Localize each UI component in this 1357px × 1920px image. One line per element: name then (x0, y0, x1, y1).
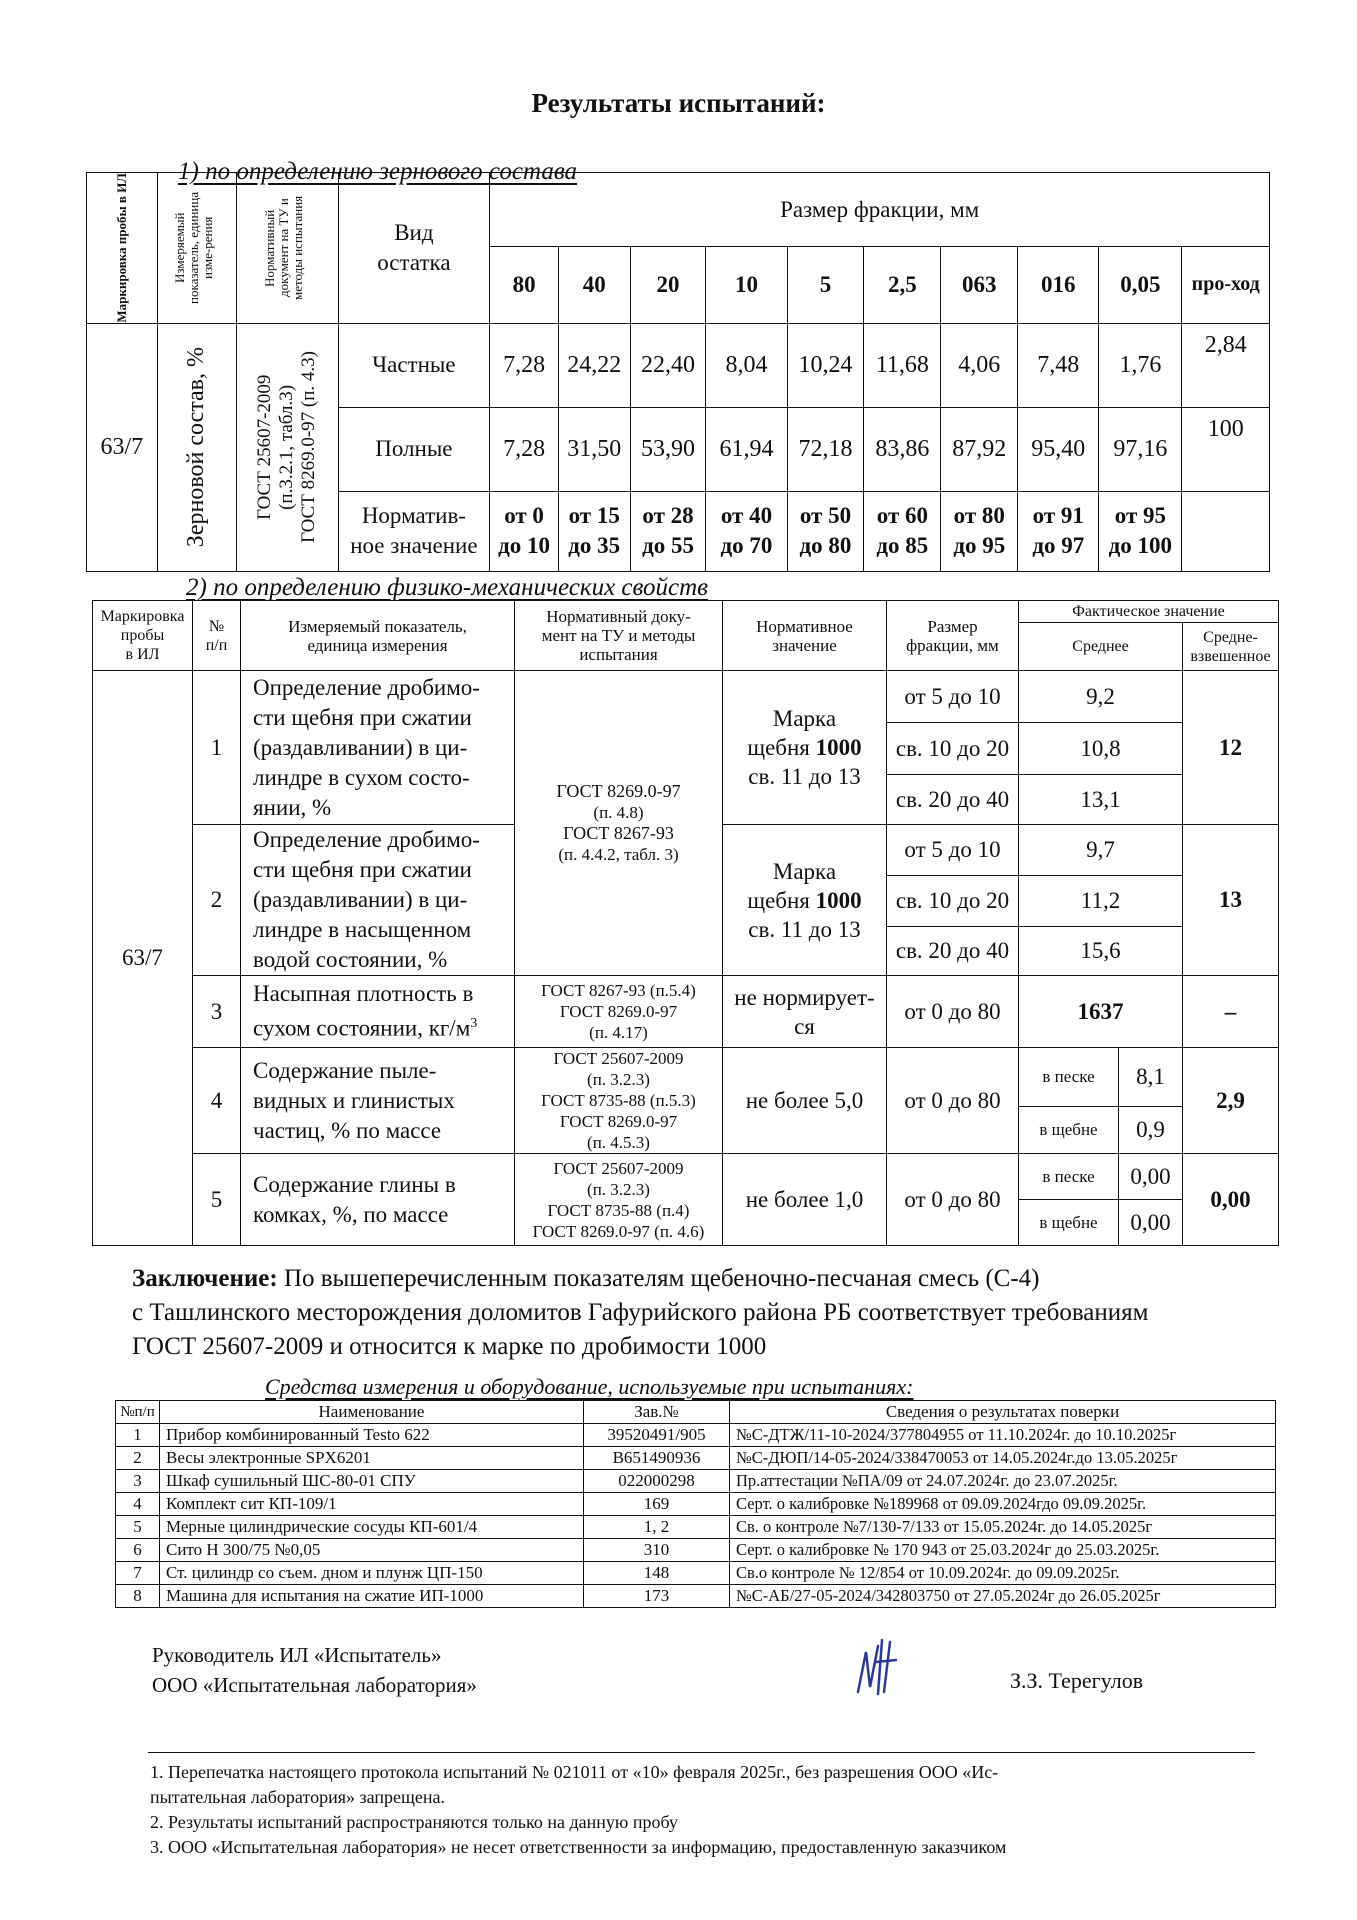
value-cell: от 50 до 80 (787, 491, 864, 571)
footnote: 1. Перепечатка настоящего протокола испытаний № 021011 от «10» февраля 2025г., без разрешения ООО «Ис- (150, 1762, 999, 1782)
value-cell: 87,92 (941, 407, 1018, 491)
footnote: 3. ООО «Испытательная лаборатория» не несет ответственности за информацию, предоставленную заказчиком (150, 1837, 1007, 1857)
header-norm: Нормативное значение (723, 601, 887, 671)
value-cell: 61,94 (706, 407, 787, 491)
indicator-text: Содержание глины в комках, %, по массе (241, 1154, 515, 1246)
page-title: Результаты испытаний: (531, 88, 826, 118)
value-cell: 2,84 (1182, 323, 1270, 407)
document-cell: ГОСТ 25607-2009 (п. 3.2.3) ГОСТ 8735-88 (п.4) ГОСТ 8269.0-97 (п. 4.6) (515, 1154, 723, 1246)
avg-cell: 1637 (1019, 976, 1183, 1048)
size-cell: от 0 до 80 (887, 1154, 1019, 1246)
row-number: 2 (193, 825, 241, 976)
value-cell: 83,86 (864, 407, 941, 491)
header-indicator: Измеряемый показатель, единица измерения (241, 601, 515, 671)
serial-number: 173 (584, 1585, 730, 1608)
equipment-name: Комплект сит КП-109/1 (160, 1493, 584, 1516)
indicator-cell: Зерновой состав, % (157, 323, 236, 571)
part-value: 8,1 (1119, 1048, 1183, 1107)
avg-cell: 9,7 (1019, 825, 1183, 876)
serial-number: 148 (584, 1562, 730, 1585)
part-value: 0,00 (1119, 1200, 1183, 1246)
part-label: в щебне (1019, 1200, 1119, 1246)
fraction-header: 40 (558, 247, 630, 323)
header-actual: Фактическое значение (1019, 601, 1279, 623)
value-cell: 10,24 (787, 323, 864, 407)
physical-properties-table (92, 600, 1279, 1246)
grain-composition-table (86, 172, 1270, 572)
size-cell: от 0 до 80 (887, 1048, 1019, 1154)
equipment-name: Весы электронные SPX6201 (160, 1447, 584, 1470)
value-cell: 72,18 (787, 407, 864, 491)
part-value: 0,00 (1119, 1154, 1183, 1200)
signer-name: З.З. Терегулов (1010, 1668, 1144, 1693)
fraction-header: 10 (706, 247, 787, 323)
indicator-text: Содержание пыле- видных и глинистых частиц, % по массе (241, 1048, 515, 1154)
value-cell: 1,76 (1099, 323, 1182, 407)
fraction-header: про-ход (1182, 247, 1270, 323)
norm-cell: не более 5,0 (723, 1048, 887, 1154)
value-cell: 8,04 (706, 323, 787, 407)
value-cell: 11,68 (864, 323, 941, 407)
serial-number: 022000298 (584, 1470, 730, 1493)
avg-cell: 15,6 (1019, 927, 1183, 976)
value-cell: от 28 до 55 (630, 491, 706, 571)
footnote: пытательная лаборатория» запрещена. (150, 1787, 445, 1807)
fraction-header: 5 (787, 247, 864, 323)
indicator-text: Насыпная плотность в сухом состоянии, $кг/м^3$ (241, 976, 515, 1048)
residue-label: Норматив- ное значение (338, 491, 490, 571)
norm-cell: Марка щебня 1000 св. 11 до 13 (723, 671, 887, 825)
avg-cell: 13,1 (1019, 775, 1183, 825)
sample-id: 63/7 (93, 671, 193, 1246)
verification-info: №С-ДЮП/14-05-2024/338470053 от 14.05.2024г.до 13.05.2025г (730, 1447, 1276, 1470)
value-cell: от 0 до 10 (490, 491, 559, 571)
table-row (116, 1493, 1276, 1516)
verification-info: Серт. о калибровке № 170 943 от 25.03.2024г до 25.03.2025г. (730, 1539, 1276, 1562)
wavg-cell: – (1183, 976, 1279, 1048)
footnote-divider (148, 1752, 1255, 1753)
serial-number: 169 (584, 1493, 730, 1516)
document-cell: ГОСТ 25607-2009 (п.3.2.1, табл.3) ГОСТ 8269.0-97 (п. 4.3) (236, 323, 338, 571)
fraction-header: 0,05 (1099, 247, 1182, 323)
wavg-cell: 2,9 (1183, 1048, 1279, 1154)
norm-cell: не нормирует- ся (723, 976, 887, 1048)
residue-label: Полные (338, 407, 490, 491)
header-residue-type: Вид остатка (338, 173, 490, 324)
value-cell: 4,06 (941, 323, 1018, 407)
conclusion-label: Заключение: (132, 1265, 278, 1292)
value-cell: 22,40 (630, 323, 706, 407)
value-cell (1182, 491, 1270, 571)
value-cell: от 15 до 35 (558, 491, 630, 571)
header-verification: Сведения о результатах поверки (730, 1401, 1276, 1424)
equipment-name: Машина для испытания на сжатие ИП-1000 (160, 1585, 584, 1608)
handwritten-signature (848, 1632, 928, 1702)
size-cell: от 5 до 10 (887, 671, 1019, 723)
value-cell: 31,50 (558, 407, 630, 491)
equipment-title: Средства измерения и оборудование, используемые при испытаниях: (265, 1374, 914, 1399)
header-avg: Среднее (1019, 623, 1183, 671)
verification-info: Серт. о калибровке №189968 от 09.09.2024гдо 09.09.2025г. (730, 1493, 1276, 1516)
verification-info: Св.о контроле № 12/854 от 10.09.2024г. до 09.09.2025г. (730, 1562, 1276, 1585)
avg-cell: 10,8 (1019, 723, 1183, 775)
value-cell: 7,48 (1018, 323, 1099, 407)
section1-title: 1) по определению зернового состава (178, 158, 578, 185)
avg-cell: 11,2 (1019, 876, 1183, 927)
row-number: 6 (116, 1539, 160, 1562)
residue-label: Частные (338, 323, 490, 407)
table-row (116, 1516, 1276, 1539)
value-cell: 95,40 (1018, 407, 1099, 491)
signer-position: Руководитель ИЛ «Испытатель» (152, 1643, 442, 1667)
header-normdoc: Нормативный документ на ТУ и методы испытания (236, 173, 338, 324)
serial-number: B651490936 (584, 1447, 730, 1470)
serial-number: 39520491/905 (584, 1424, 730, 1447)
header-num: №п/п (116, 1401, 160, 1424)
verification-info: Пр.аттестации №ПА/09 от 24.07.2024г. до 23.07.2025г. (730, 1470, 1276, 1493)
header-measured: Измеряемый показатель, единица изме-рения (157, 173, 236, 324)
equipment-name: Ст. цилиндр со съем. дном и плунж ЦП-150 (160, 1562, 584, 1585)
size-cell: от 5 до 10 (887, 825, 1019, 876)
document-cell: ГОСТ 8269.0-97 (п. 4.8) ГОСТ 8267-93 (п. 4.4.2, табл. 3) (515, 671, 723, 976)
header-doc: Нормативный доку- мент на ТУ и методы испытания (515, 601, 723, 671)
part-label: в щебне (1019, 1107, 1119, 1154)
verification-info: №С-АБ/27-05-2024/342803750 от 27.05.2024г до 26.05.2025г (730, 1585, 1276, 1608)
value-cell: от 40 до 70 (706, 491, 787, 571)
document-cell: ГОСТ 8267-93 (п.5.4) ГОСТ 8269.0-97 (п. 4.17) (515, 976, 723, 1048)
header-marking: Маркировка пробы в ИЛ (93, 601, 193, 671)
value-cell: 7,28 (490, 407, 559, 491)
value-cell: 53,90 (630, 407, 706, 491)
row-number: 5 (193, 1154, 241, 1246)
footnote: 2. Результаты испытаний распространяются только на данную пробу (150, 1812, 678, 1832)
part-value: 0,9 (1119, 1107, 1183, 1154)
wavg-cell: 0,00 (1183, 1154, 1279, 1246)
header-marking: Маркировка пробы в ИЛ (87, 173, 158, 324)
value-cell: 24,22 (558, 323, 630, 407)
wavg-cell: 12 (1183, 671, 1279, 825)
fraction-header: 20 (630, 247, 706, 323)
header-wavg: Средне- взвешенное (1183, 623, 1279, 671)
size-cell: св. 20 до 40 (887, 775, 1019, 825)
document-cell: ГОСТ 25607-2009 (п. 3.2.3) ГОСТ 8735-88 (п.5.3) ГОСТ 8269.0-97 (п. 4.5.3) (515, 1048, 723, 1154)
row-number: 4 (193, 1048, 241, 1154)
row-number: 1 (193, 671, 241, 825)
row-number: 8 (116, 1585, 160, 1608)
equipment-name: Сито Н 300/75 №0,05 (160, 1539, 584, 1562)
fraction-header: 80 (490, 247, 559, 323)
norm-cell: Марка щебня 1000 св. 11 до 13 (723, 825, 887, 976)
header-serial: Зав.№ (584, 1401, 730, 1424)
value-cell: от 60 до 85 (864, 491, 941, 571)
size-cell: св. 20 до 40 (887, 927, 1019, 976)
header-fraction-size: Размер фракции, мм (490, 173, 1270, 247)
equipment-name: Шкаф сушильный ШС-80-01 СПУ (160, 1470, 584, 1493)
equipment-name: Мерные цилиндрические сосуды КП-601/4 (160, 1516, 584, 1539)
value-cell: от 91 до 97 (1018, 491, 1099, 571)
avg-cell: 9,2 (1019, 671, 1183, 723)
conclusion-text: ГОСТ 25607-2009 и относится к марке по дробимости 1000 (132, 1333, 767, 1360)
value-cell: 7,28 (490, 323, 559, 407)
row-number: 7 (116, 1562, 160, 1585)
signature-block (152, 1640, 477, 1700)
size-cell: св. 10 до 20 (887, 723, 1019, 775)
section2-title: 2) по определению физико-механических свойств (186, 574, 709, 601)
equipment-name: Прибор комбинированный Testo 622 (160, 1424, 584, 1447)
conclusion (132, 1262, 1282, 1364)
footnotes (150, 1760, 1265, 1860)
row-number: 2 (116, 1447, 160, 1470)
sample-id: 63/7 (87, 323, 158, 571)
part-label: в песке (1019, 1154, 1119, 1200)
table-row (116, 1585, 1276, 1608)
size-cell: от 0 до 80 (887, 976, 1019, 1048)
header-num: № п/п (193, 601, 241, 671)
table-row (116, 1562, 1276, 1585)
conclusion-text: По вышеперечисленным показателям щебеночно-песчаная смесь (С-4) (277, 1265, 1040, 1292)
indicator-text: Определение дробимо- сти щебня при сжатии (раздавливании) в ци- линдре в сухом состо- янии, % (241, 671, 515, 825)
row-number: 4 (116, 1493, 160, 1516)
serial-number: 1, 2 (584, 1516, 730, 1539)
value-cell: 97,16 (1099, 407, 1182, 491)
header-name: Наименование (160, 1401, 584, 1424)
row-number: 5 (116, 1516, 160, 1539)
conclusion-text: с Ташлинского месторождения доломитов Гафурийского района РБ соответствует требованиям (132, 1299, 1149, 1326)
serial-number: 310 (584, 1539, 730, 1562)
norm-cell: не более 1,0 (723, 1154, 887, 1246)
table-row (116, 1539, 1276, 1562)
row-number: 1 (116, 1424, 160, 1447)
signer-organization: ООО «Испытательная лаборатория» (152, 1673, 477, 1697)
table-row (116, 1424, 1276, 1447)
header-size: Размер фракции, мм (887, 601, 1019, 671)
verification-info: Св. о контроле №7/130-7/133 от 15.05.2024г. до 14.05.2025г (730, 1516, 1276, 1539)
table-row (116, 1470, 1276, 1493)
row-number: 3 (193, 976, 241, 1048)
verification-info: №С-ДТЖ/11-10-2024/377804955 от 11.10.2024г. до 10.10.2025г (730, 1424, 1276, 1447)
indicator-text: Определение дробимо- сти щебня при сжатии (раздавливании) в ци- линдре в насыщенном водой состоянии, % (241, 825, 515, 976)
row-number: 3 (116, 1470, 160, 1493)
value-cell: от 80 до 95 (941, 491, 1018, 571)
wavg-cell: 13 (1183, 825, 1279, 976)
fraction-header: 2,5 (864, 247, 941, 323)
size-cell: св. 10 до 20 (887, 876, 1019, 927)
fraction-header: 016 (1018, 247, 1099, 323)
equipment-table (115, 1400, 1276, 1608)
part-label: в песке (1019, 1048, 1119, 1107)
value-cell: 100 (1182, 407, 1270, 491)
fraction-header: 063 (941, 247, 1018, 323)
table-row (116, 1447, 1276, 1470)
value-cell: от 95 до 100 (1099, 491, 1182, 571)
